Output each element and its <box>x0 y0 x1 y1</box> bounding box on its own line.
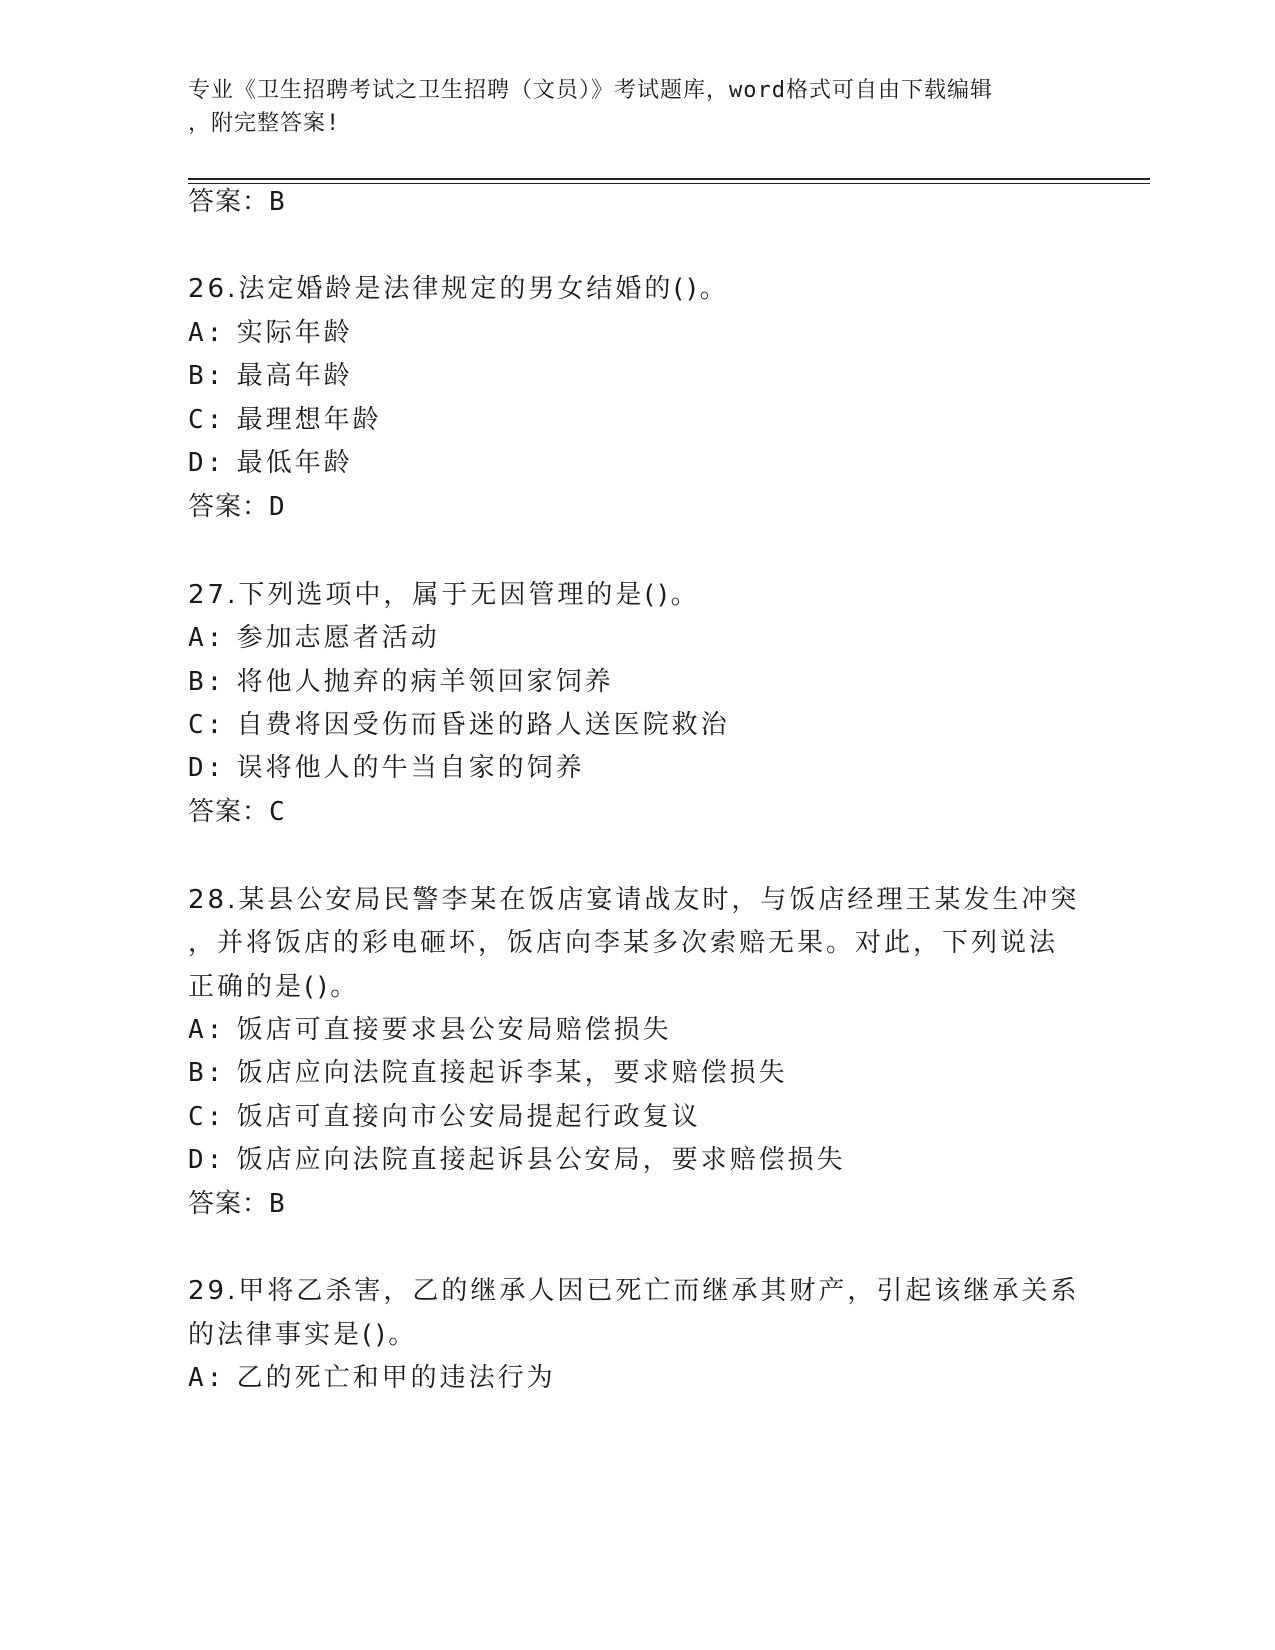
option-letter: C: <box>188 710 226 740</box>
question-29-stem-line-2: 的法律事实是()。 <box>188 1320 418 1350</box>
answer-value: B <box>269 187 286 217</box>
question-28-option-a <box>188 1008 672 1053</box>
option-text: 将他人抛弃的病羊领回家饲养 <box>236 667 614 697</box>
header-divider-thick <box>188 178 1150 180</box>
option-letter: A: <box>188 318 226 348</box>
question-29-option-a <box>188 1356 556 1401</box>
option-letter: C: <box>188 1102 226 1132</box>
header-line-1: 专业《卫生招聘考试之卫生招聘（文员）》考试题库，word格式可自由下载编辑 <box>188 78 993 103</box>
option-text: 误将他人的牛当自家的饲养 <box>236 753 585 783</box>
question-26-stem: 26.法定婚龄是法律规定的男女结婚的()。 <box>188 274 729 304</box>
answer-label: 答案： <box>188 187 270 217</box>
option-letter: D: <box>188 1145 226 1175</box>
option-text: 饭店可直接向市公安局提起行政复议 <box>236 1102 701 1132</box>
option-letter: D: <box>188 753 226 783</box>
question-28-answer <box>188 1182 286 1227</box>
question-27-answer <box>188 790 286 835</box>
option-text: 最理想年龄 <box>236 405 382 435</box>
option-letter: D: <box>188 448 226 478</box>
document-header <box>188 74 1068 140</box>
question-28-stem-line-2: ，并将饭店的彩电砸坏，饭店向李某多次索赔无果。对此，下列说法 <box>188 928 1059 958</box>
question-26-answer <box>188 485 286 530</box>
question-27-option-a <box>188 616 440 661</box>
option-text: 参加志愿者活动 <box>236 623 440 653</box>
option-text: 饭店可直接要求县公安局赔偿损失 <box>236 1015 672 1045</box>
question-28-option-b <box>188 1051 788 1096</box>
option-letter: C: <box>188 405 226 435</box>
question-27-option-b <box>188 660 614 705</box>
header-divider-thin <box>188 183 1150 184</box>
question-28-option-c <box>188 1095 701 1140</box>
question-29-stem-line-1: 29.甲将乙杀害，乙的继承人因已死亡而继承其财产，引起该继承关系 <box>188 1276 1080 1306</box>
question-28-stem-line-1: 28.某县公安局民警李某在饭店宴请战友时，与饭店经理王某发生冲突 <box>188 885 1080 915</box>
question-27-stem: 27.下列选项中，属于无因管理的是()。 <box>188 580 700 610</box>
question-26-option-a <box>188 311 353 356</box>
question-28-option-d <box>188 1138 846 1183</box>
question-27-option-c <box>188 703 730 748</box>
question-28-stem-line-3: 正确的是()。 <box>188 972 360 1002</box>
question-26-option-d <box>188 441 353 486</box>
option-text: 最低年龄 <box>236 448 353 478</box>
option-text: 最高年龄 <box>236 361 353 391</box>
option-text: 实际年龄 <box>236 318 353 348</box>
question-26-option-b <box>188 354 353 399</box>
answer-value: B <box>269 1189 286 1219</box>
answer-line-prev <box>188 180 286 225</box>
header-line-2: ，附完整答案! <box>188 111 341 136</box>
answer-label: 答案： <box>188 492 270 522</box>
option-text: 乙的死亡和甲的违法行为 <box>236 1363 556 1393</box>
option-letter: B: <box>188 1058 226 1088</box>
option-letter: A: <box>188 1015 226 1045</box>
option-text: 饭店应向法院直接起诉县公安局，要求赔偿损失 <box>236 1145 846 1175</box>
question-27-option-d <box>188 746 585 791</box>
answer-label: 答案： <box>188 1189 270 1219</box>
option-letter: A: <box>188 1363 226 1393</box>
answer-value: C <box>269 797 286 827</box>
answer-label: 答案： <box>188 797 270 827</box>
answer-value: D <box>269 492 286 522</box>
option-text: 饭店应向法院直接起诉李某，要求赔偿损失 <box>236 1058 788 1088</box>
option-letter: A: <box>188 623 226 653</box>
question-26-option-c <box>188 398 382 443</box>
option-text: 自费将因受伤而昏迷的路人送医院救治 <box>236 710 730 740</box>
option-letter: B: <box>188 667 226 697</box>
option-letter: B: <box>188 361 226 391</box>
